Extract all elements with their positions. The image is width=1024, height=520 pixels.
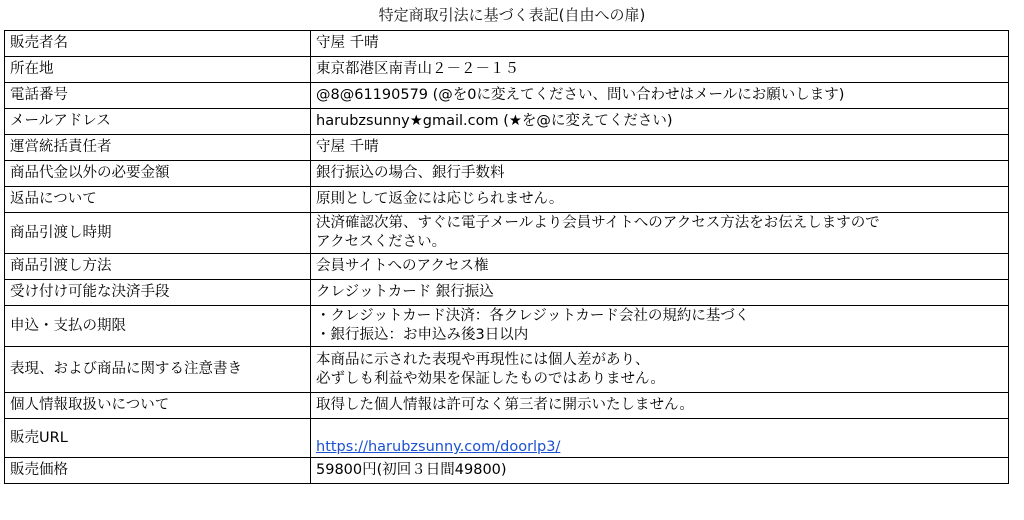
table-row-delivery-method bbox=[5, 254, 1009, 280]
table-row-price bbox=[5, 458, 1009, 484]
table-row-seller-name bbox=[5, 31, 1009, 57]
table-row-address bbox=[5, 57, 1009, 83]
row-value: クレジットカード 銀行振込 bbox=[311, 280, 1009, 306]
table-row-privacy bbox=[5, 393, 1009, 419]
row-label: 所在地 bbox=[5, 57, 311, 83]
table-row-returns bbox=[5, 187, 1009, 213]
row-value: 取得した個人情報は許可なく第三者に開示いたしません。 bbox=[311, 393, 1009, 419]
row-value: 守屋 千晴 bbox=[311, 135, 1009, 161]
table-row-disclaimer bbox=[5, 347, 1009, 393]
table-row-extra-fees bbox=[5, 161, 1009, 187]
row-label: 販売価格 bbox=[5, 458, 311, 484]
row-label: 電話番号 bbox=[5, 83, 311, 109]
row-label: メールアドレス bbox=[5, 109, 311, 135]
row-value: 本商品に示された表現や再現性には個人差があり、 必ずしも利益や効果を保証したものではありません。 bbox=[311, 347, 1009, 393]
row-label: 個人情報取扱いについて bbox=[5, 393, 311, 419]
table-row-manager bbox=[5, 135, 1009, 161]
table-row-sales-url bbox=[5, 419, 1009, 458]
row-label: 商品引渡し方法 bbox=[5, 254, 311, 280]
table-row-delivery-time bbox=[5, 213, 1009, 254]
row-value bbox=[311, 419, 1009, 458]
row-value: harubzsunny★gmail.com (★を@に変えてください) bbox=[311, 109, 1009, 135]
row-label: 運営統括責任者 bbox=[5, 135, 311, 161]
row-value: 銀行振込の場合、銀行手数料 bbox=[311, 161, 1009, 187]
row-value: ・クレジットカード決済：各クレジットカード会社の規約に基づく ・銀行振込：お申込み後3日以内 bbox=[311, 306, 1009, 347]
sales-url-link[interactable]: https://harubzsunny.com/doorlp3/ bbox=[316, 439, 561, 455]
row-value: 59800円(初回３日間49800) bbox=[311, 458, 1009, 484]
row-label: 返品について bbox=[5, 187, 311, 213]
row-label: 受け付け可能な決済手段 bbox=[5, 280, 311, 306]
table-row-email bbox=[5, 109, 1009, 135]
row-label: 商品代金以外の必要金額 bbox=[5, 161, 311, 187]
table-row-payment-methods bbox=[5, 280, 1009, 306]
row-value: 原則として返金には応じられません。 bbox=[311, 187, 1009, 213]
page-title: 特定商取引法に基づく表記(自由への扉) bbox=[378, 6, 646, 24]
row-label: 申込・支払の期限 bbox=[5, 306, 311, 347]
row-value: 決済確認次第、すぐに電子メールより会員サイトへのアクセス方法をお伝えしますので アクセスください。 bbox=[311, 213, 1009, 254]
row-value: 会員サイトへのアクセス権 bbox=[311, 254, 1009, 280]
row-label: 販売URL bbox=[5, 419, 311, 458]
row-value: 守屋 千晴 bbox=[311, 31, 1009, 57]
legal-notice-table bbox=[4, 30, 1009, 484]
row-label: 販売者名 bbox=[5, 31, 311, 57]
table-row-payment-deadline bbox=[5, 306, 1009, 347]
row-value: 東京都港区南青山２－２－１５ bbox=[311, 57, 1009, 83]
row-value: @8@61190579 (@を0に変えてください、問い合わせはメールにお願いします) bbox=[311, 83, 1009, 109]
row-label: 商品引渡し時期 bbox=[5, 213, 311, 254]
row-label: 表現、および商品に関する注意書き bbox=[5, 347, 311, 393]
table-row-phone bbox=[5, 83, 1009, 109]
